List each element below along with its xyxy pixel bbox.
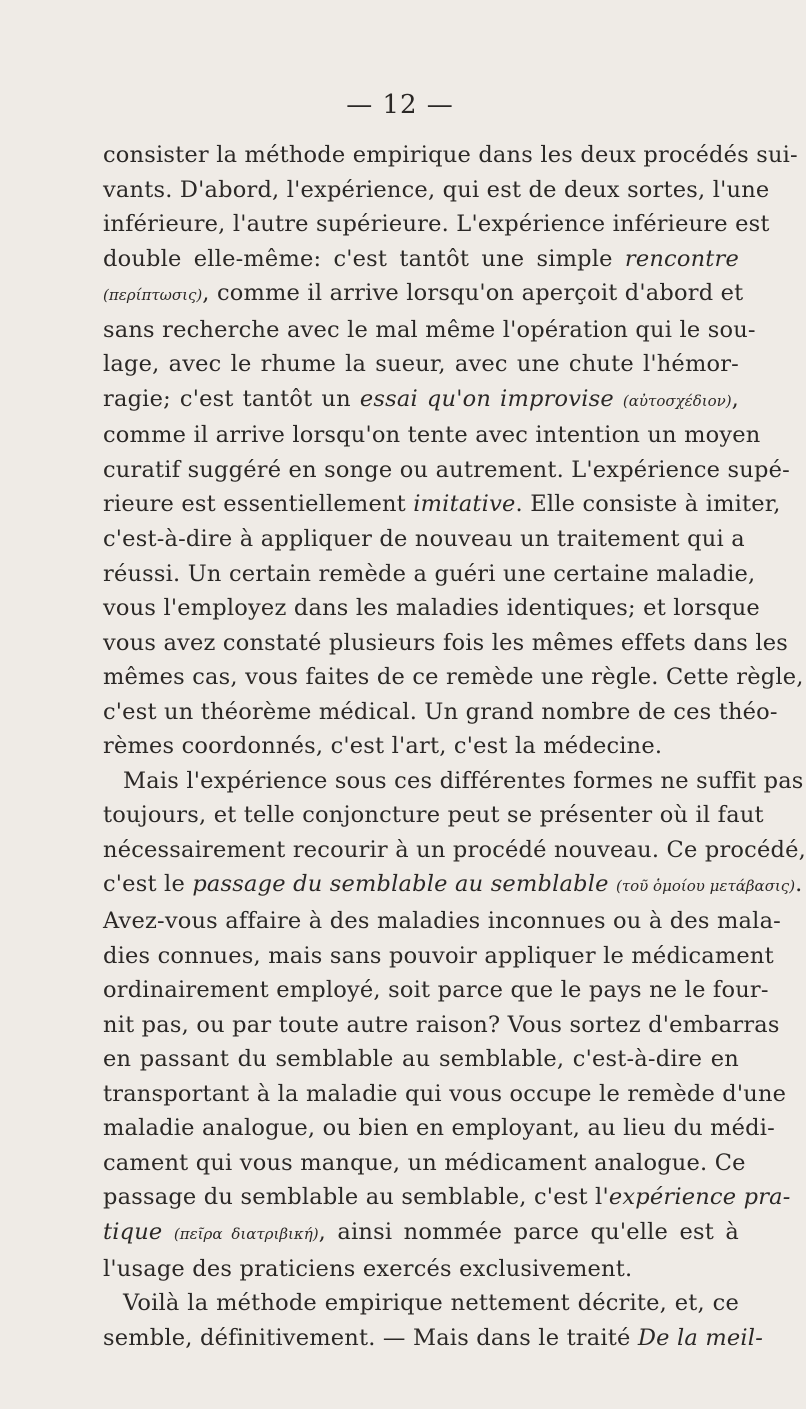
line-text: dies connues, mais sans pouvoir appliquer le médicament — [103, 942, 774, 969]
line-text: , — [731, 385, 740, 412]
greek-term: (τοῦ ὁμοίου μετάβασις) — [615, 877, 796, 896]
line-text: transportant à la maladie qui vous occupe le remède d'une — [103, 1080, 787, 1107]
text-line — [103, 276, 744, 313]
line-text: lage, avec le rhume la sueur, avec une chute l'hémor- — [103, 351, 739, 378]
text-line — [103, 1008, 780, 1043]
line-text: Mais l'expérience sous ces différentes formes ne suffit pas — [123, 767, 804, 794]
line-text: Voilà la méthode empirique nettement décrite, et, ce — [123, 1290, 739, 1317]
line-text: c'est un théorème médical. Un grand nombre de ces théo- — [103, 698, 778, 725]
text-line — [103, 487, 781, 522]
italic-phrase: rencontre — [624, 245, 739, 272]
text-line — [103, 1077, 787, 1112]
text-line — [103, 173, 770, 208]
italic-phrase: essai qu'on improvise — [359, 385, 614, 412]
italic-phrase: expérience pra- — [608, 1184, 791, 1211]
text-line — [103, 347, 739, 382]
text-line — [103, 522, 745, 557]
line-text: c'est le — [103, 871, 193, 898]
italic-phrase: imitative — [413, 491, 516, 518]
line-text: Avez-vous affaire à des maladies inconnues ou à des mala- — [103, 908, 781, 935]
line-text: consister la méthode empirique dans les deux procédés sui- — [103, 142, 798, 168]
text-line — [103, 1252, 739, 1287]
line-text: mêmes cas, vous faites de ce remède une règle. Cette règle, — [103, 664, 804, 691]
page-number: — 12 — — [346, 90, 454, 120]
text-line — [103, 242, 739, 277]
text-line — [103, 313, 756, 348]
text-line — [103, 729, 739, 764]
line-text: sans recherche avec le mal même l'opération qui le sou- — [103, 316, 756, 343]
line-text: ragie; c'est tantôt un — [103, 385, 360, 412]
line-text: vous l'employez dans les maladies identiques; et lorsque — [103, 595, 760, 622]
text-line — [103, 418, 761, 453]
text-line — [103, 798, 764, 833]
line-text: réussi. Un certain remède a guéri une certaine maladie, — [103, 560, 756, 587]
line-text: vants. D'abord, l'expérience, qui est de deux sortes, l'une — [103, 176, 770, 203]
text-line — [103, 453, 790, 488]
text-line — [103, 695, 778, 730]
line-text: curatif suggéré en songe ou autrement. L'expérience supé- — [103, 456, 790, 483]
line-text: comme il arrive lorsqu'on tente avec intention un moyen — [103, 422, 761, 449]
text-line — [103, 626, 789, 661]
page-body-text — [103, 138, 806, 1355]
line-text: double elle-même: c'est tantôt une simple — [103, 245, 625, 272]
line-text: cament qui vous manque, un médicament analogue. Ce — [103, 1149, 746, 1176]
italic-phrase: De la meil- — [637, 1324, 764, 1351]
line-text: ordinairement employé, soit parce que le pays ne le four- — [103, 977, 769, 1004]
line-text: rèmes coordonnés, c'est l'art, c'est la médecine. — [103, 733, 663, 760]
line-text: l'usage des praticiens exercés exclusivement. — [103, 1255, 633, 1282]
text-line — [103, 1042, 739, 1077]
text-line — [103, 1215, 739, 1252]
text-line — [103, 207, 770, 242]
line-text: maladie analogue, ou bien en employant, au lieu du médi- — [103, 1115, 775, 1142]
text-line — [103, 1111, 775, 1146]
text-line — [103, 867, 803, 904]
line-text: semble, définitivement. — Mais dans le traité — [103, 1324, 638, 1351]
text-line — [103, 1321, 764, 1356]
text-line — [103, 138, 798, 173]
greek-term: (αὐτοσχέδιον) — [622, 391, 732, 410]
greek-term: (περίπτωσις) — [103, 286, 203, 305]
italic-phrase: tique — [103, 1218, 163, 1245]
italic-phrase: passage du semblable au semblable — [192, 871, 609, 898]
text-line — [103, 1180, 791, 1215]
line-text: inférieure, l'autre supérieure. L'expérience inférieure est — [103, 211, 770, 238]
line-text: , ainsi nommée parce qu'elle est à — [318, 1218, 739, 1245]
text-line — [103, 1146, 746, 1181]
text-line — [103, 660, 804, 695]
line-text: vous avez constaté plusieurs fois les mêmes effets dans les — [103, 629, 789, 656]
text-line — [103, 764, 804, 799]
text-line — [103, 939, 774, 974]
text-line — [103, 973, 769, 1008]
text-line — [103, 904, 781, 939]
line-text: . Elle consiste à imiter, — [515, 491, 781, 518]
line-text: . — [795, 871, 803, 898]
text-line — [103, 833, 806, 868]
line-text: nécessairement recourir à un procédé nouveau. Ce procédé, — [103, 836, 806, 863]
line-text: , comme il arrive lorsqu'on aperçoit d'abord et — [202, 280, 744, 307]
text-line — [103, 382, 739, 419]
text-line — [103, 591, 760, 626]
line-text: toujours, et telle conjoncture peut se présenter où il faut — [103, 802, 764, 829]
line-text: en passant du semblable au semblable, c'est-à-dire en — [103, 1046, 739, 1073]
line-text: passage du semblable au semblable, c'est l' — [103, 1184, 609, 1211]
line-text: c'est-à-dire à appliquer de nouveau un traitement qui a — [103, 526, 745, 553]
greek-term: (πεῖρα διατριβική) — [173, 1224, 319, 1243]
line-text: nit pas, ou par toute autre raison? Vous sortez d'embarras — [103, 1011, 780, 1038]
line-text: rieure est essentiellement — [103, 491, 414, 518]
text-line — [103, 557, 756, 592]
text-line — [103, 1286, 739, 1321]
